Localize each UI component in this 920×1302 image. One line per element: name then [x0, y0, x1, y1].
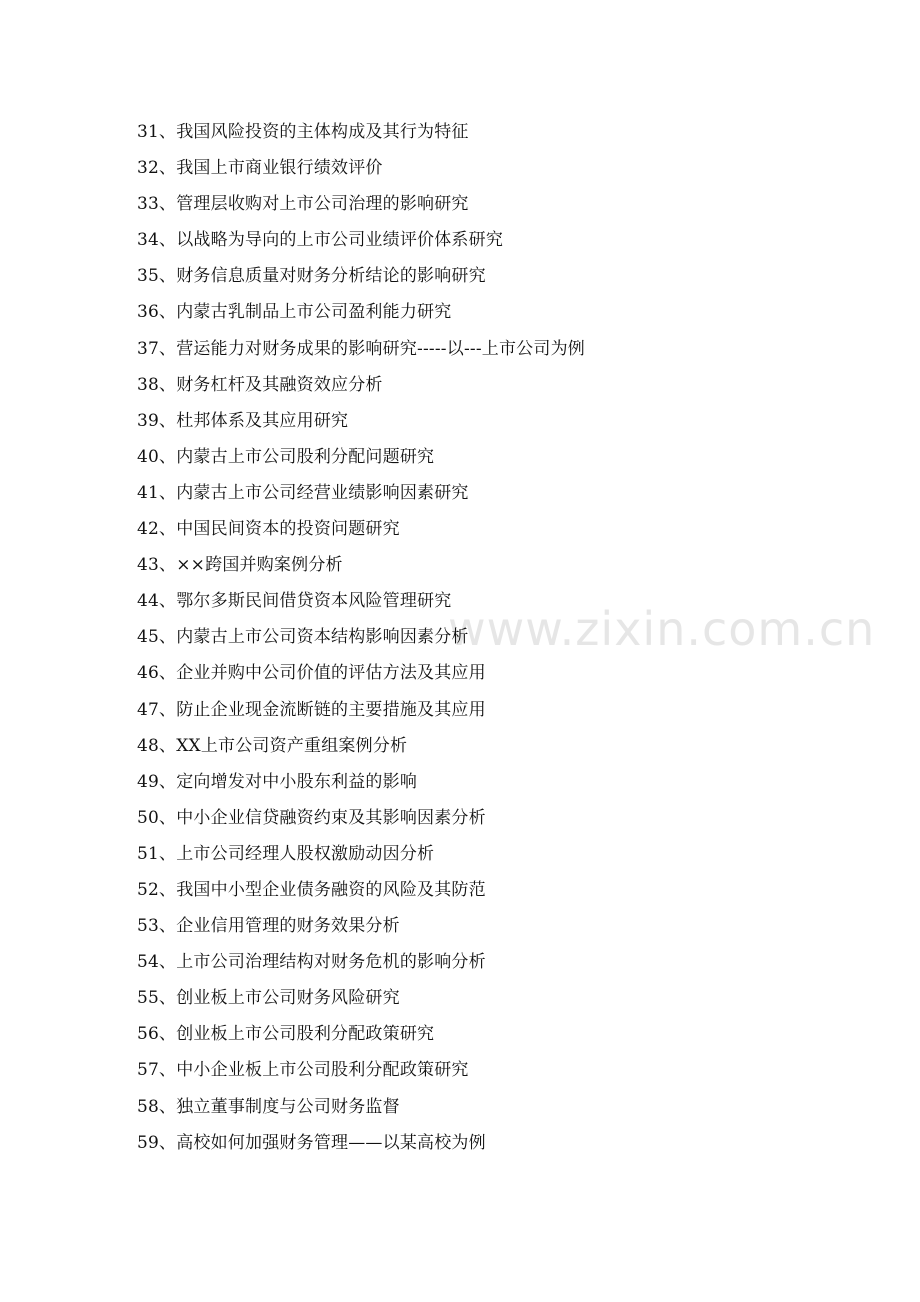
list-item: 34、以战略为导向的上市公司业绩评价体系研究 [137, 230, 504, 251]
list-item: 57、中小企业板上市公司股利分配政策研究 [137, 1060, 469, 1081]
list-item: 49、定向增发对中小股东利益的影响 [137, 771, 418, 792]
list-item: 58、独立董事制度与公司财务监督 [137, 1096, 400, 1117]
list-item: 32、我国上市商业银行绩效评价 [137, 158, 383, 179]
list-item: 52、我国中小型企业债务融资的风险及其防范 [137, 879, 486, 900]
list-item: 55、创业板上市公司财务风险研究 [137, 988, 400, 1009]
list-item: 35、财务信息质量对财务分析结论的影响研究 [137, 266, 486, 287]
watermark: www.zixin.com.cn [448, 602, 876, 656]
list-item: 43、××跨国并购案例分析 [137, 555, 343, 576]
list-item: 36、内蒙古乳制品上市公司盈利能力研究 [137, 302, 452, 323]
list-item: 45、内蒙古上市公司资本结构影响因素分析 [137, 627, 469, 648]
list-item: 56、创业板上市公司股利分配政策研究 [137, 1024, 435, 1045]
list-item: 53、企业信用管理的财务效果分析 [137, 916, 400, 937]
list-item: 31、我国风险投资的主体构成及其行为特征 [137, 122, 469, 142]
topic-list [137, 114, 777, 1161]
list-item: 48、XX上市公司资产重组案例分析 [137, 735, 408, 756]
list-item: 39、杜邦体系及其应用研究 [137, 410, 349, 431]
list-item: 47、防止企业现金流断链的主要措施及其应用 [137, 699, 486, 720]
list-item: 38、财务杠杆及其融资效应分析 [137, 374, 383, 395]
list-item: 33、管理层收购对上市公司治理的影响研究 [137, 194, 469, 215]
list-item: 59、高校如何加强财务管理——以某高校为例 [137, 1132, 486, 1153]
list-item: 46、企业并购中公司价值的评估方法及其应用 [137, 663, 486, 684]
list-item: 40、内蒙古上市公司股利分配问题研究 [137, 446, 435, 467]
list-item: 41、内蒙古上市公司经营业绩影响因素研究 [137, 482, 469, 503]
list-item: 50、中小企业信贷融资约束及其影响因素分析 [137, 807, 486, 828]
list-item: 44、鄂尔多斯民间借贷资本风险管理研究 [137, 591, 452, 612]
list-item: 37、营运能力对财务成果的影响研究-----以---上市公司为例 [137, 338, 585, 359]
list-item: 42、中国民间资本的投资问题研究 [137, 519, 400, 540]
list-item: 54、上市公司治理结构对财务危机的影响分析 [137, 952, 486, 973]
list-item: 51、上市公司经理人股权激励动因分析 [137, 843, 435, 864]
